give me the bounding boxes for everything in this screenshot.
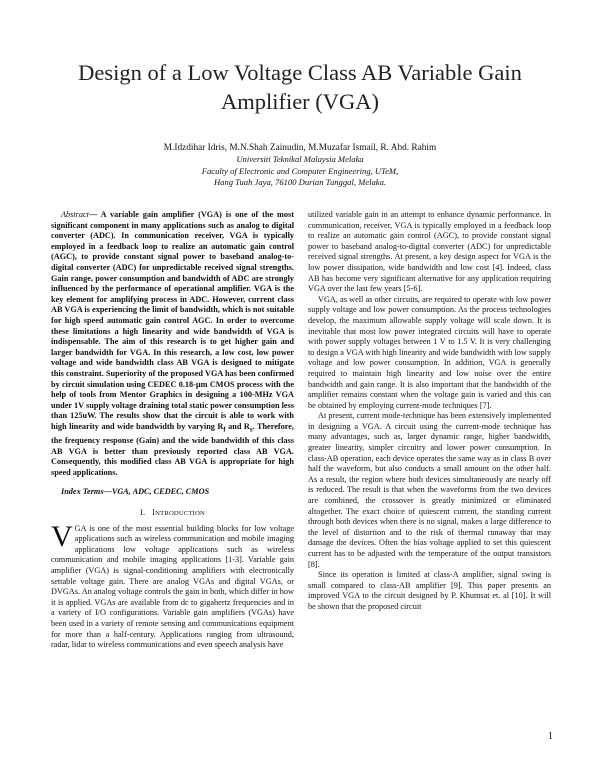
abstract-subscript: f xyxy=(223,426,226,434)
abstract-text: A variable gain amplifier (VGA) is one of the most significant component in many applications such as analog to digital converter (ADC). In communication receiver, VGA is typically employed in a feedback loop to realize an automatic gain control (AGC), to provide constant signal power to baseband analog-to-digital converter (ADC) for unpredictable received signal strengths. Gain range, power consumption and bandwidth of ADC are strongly influenced by the performance of operational amplifier. VGA is the key element for amplifying process in ADC. However, current class AB VGA is experiencing the limit of bandwidth, which is not suitable for high speed automatic gain control AGC. In order to overcome these limitations a high linearity and wide bandwidth of VGA is indispensable. The aim of this research is to get higher gain and larger bandwidth for VGA. In this research, a low cost, low power voltage and wide bandwidth class AB VGA is designed to mitigate this constraint. Superiority of the proposed VGA has been confirmed by circuit simulation using CEDEC 0.18-µm CMOS process with the help of tools from Mentor Graphics in designing a 100-MHz VGA under 1V supply voltage draining total static power consumption less than 125uW. The results show that the circuit is able to work with high linearity and wide bandwidth by varying R xyxy=(51,210,295,431)
section-numeral: I. xyxy=(139,508,146,518)
index-terms xyxy=(51,487,294,498)
abstract-lead: Abstract xyxy=(61,210,89,219)
index-terms-text: —VGA, ADC, CEDEC, CMOS xyxy=(103,487,210,497)
body-paragraph: Since its operation is limited at class-A amplifier, signal swing is small compared to class-AB amplifier [9]. This paper presents an improved VGA to the circuit designed by P. Khumsat et. al [10]. It will be shown that the proposed circuit xyxy=(308,570,551,611)
abstract xyxy=(51,210,294,478)
drop-cap: V xyxy=(51,519,73,553)
affiliation-block xyxy=(40,154,560,189)
affiliation-line: Hang Tuah Jaya, 76100 Durian Tunggal, Melaka. xyxy=(213,177,387,187)
body-paragraph: utilized variable gain in an attempt to enhance dynamic performance. In communication, receiver, VGA is typically employed in a feedback loop to realize an automatic gain control (AGC), to provide constant signal power to baseband analog-to-digital converter (ADC) for unpredictable received signal strengths. At present, a key design aspect for VGA is the low power dissipation, wide bandwidth and low cost [4]. Indeed, class AB has become very significant alternative for any application requiring VGA over the last few years [5-6]. xyxy=(308,210,551,294)
section-title-rest: NTRODUCTION xyxy=(155,510,205,518)
affiliation-line: Faculty of Electronic and Computer Engineering, UTeM, xyxy=(201,165,399,176)
paper-title: Design of a Low Voltage Class AB Variable Gain Amplifier (VGA) xyxy=(78,60,522,114)
body-paragraph: VGA, as well as other circuits, are required to operate with low power supply voltage and low power consumption. As the process technologies develop, the maximum allowable supply voltage will scale down. It is inevitable that most low power integrated circuits will have to operate with power supply voltages between 1 V to 1.5 V. It is very challenging to design a VGA with high linearity and wide bandwidth with low supply voltage and low power consumption. In addition, VGA is generally required to maintain high linearity and low noise over the entire bandwidth and gain range. It is also important that the bandwidth of the amplifier remains constant when the voltage gain is varied and this can be obtained by employing current-mode techniques [7]. xyxy=(308,294,551,410)
left-column xyxy=(51,210,294,651)
abstract-separator: — xyxy=(88,210,101,219)
section-title-first: I xyxy=(152,508,156,518)
abstract-text-tail: . Therefore, the frequency response (Gain) and the wide bandwidth of this class AB VGA is better than previously reported class AB VGA. Consequently, this modified class AB VGA is appropriate for high speed applications. xyxy=(51,421,294,477)
index-terms-lead: Index Terms xyxy=(61,487,104,497)
abstract-text-mid: and R xyxy=(225,421,250,431)
right-column xyxy=(308,210,551,613)
intro-text: GA is one of the most essential building blocks for low voltage applications such as wireless communication and mobile imaging applications low voltage applications such as wireless communication and mobile imaging applications [1-3]. Variable gain amplifier (VGA) is signal-conditioning amplifiers with electronically settable voltage gain. There are analog VGAs and digital VGAs, or DVGAs. An analog voltage controls the gain in both, which differ in how it is applied. VGAs are available from dc to gigahertz frequencies and in a variety of I/O configurations. Variable gain amplifiers (VGAs) have been used in a variety of remote sensing and communications equipment for more than a half-century. Applications ranging from ultrasound, radar, lidar to wireless communications and even speech analysis have xyxy=(51,523,294,650)
body-paragraph: At present, current mode-technique has been extensively implemented in designing a VGA. A circuit using the current-mode technique has many advantages, such as, larger dynamic range, higher bandwidth, greater linearity, simpler circuitry and lower power consumption. In class-AB operation, each device operates the same way as in class B over half the waveform, but also conducts a small amount on the other half. As a result, the region where both devices simultaneously are nearly off is reduced. The result is that when the waveforms from the two devices are combined, the crossover is greatly minimized or eliminated altogether. The exact choice of quiescent current, the standing current through both devices when there is no signal, makes a large difference to the level of distortion and to the risk of thermal runaway that may damage the devices. Often the bias voltage applied to set this quiescent current has to be adjusted with the temperature of the output transistors [8]. xyxy=(308,411,551,569)
author-list: M.Idzdihar Idris, M.N.Shah Zainudin, M.Muzafar Ismail, R. Abd. Rahim xyxy=(163,143,437,153)
page-number: 1 xyxy=(548,731,553,742)
section-heading-introduction xyxy=(51,508,294,520)
intro-paragraph xyxy=(51,519,294,651)
abstract-subscript: s xyxy=(249,426,253,434)
affiliation-line: Universiti Teknikal Malaysia Melaka xyxy=(236,154,364,164)
